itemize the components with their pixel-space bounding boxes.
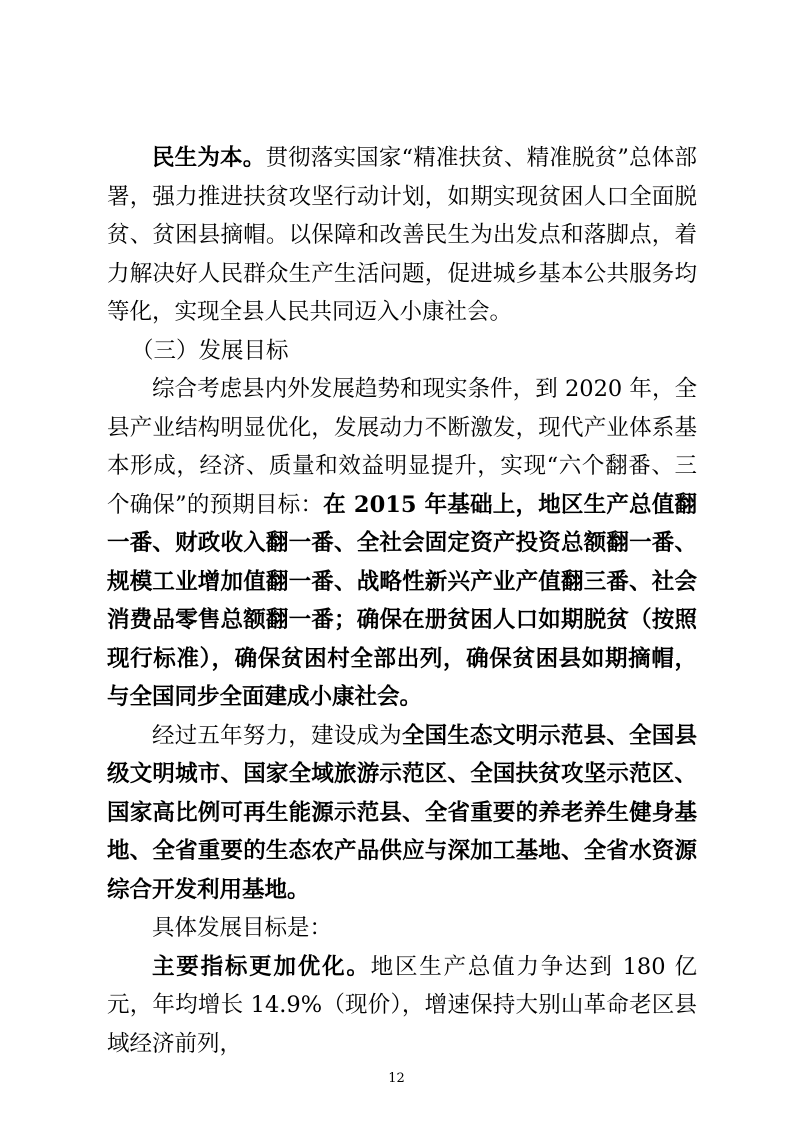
paragraph-text: 经过五年努力，建设成为 [152, 722, 402, 749]
paragraph-text: 地区生产总值力争达到 180 亿元，年均增长 14.9%（现价），增速保持大别山革命老区县域经济前列， [107, 953, 697, 1057]
paragraph-text: 综合考虑县内外发展趋势和现实条件，到 2020 年，全县产业结构明显优化，发展动力不断激发，现代产业体系基本形成，经济、质量和效益明显提升，实现“六个翻番、三个确保”的预期目标： [107, 376, 697, 518]
document-body [107, 139, 697, 1063]
paragraph-bold-text: 在 2015 年基础上，地区生产总值翻一番、财政收入翻一番、全社会固定资产投资总额翻一番、规模工业增加值翻一番、战略性新兴产业产值翻三番、社会消费品零售总额翻一番；确保在册贫困人口如期脱贫（按照现行标准），确保贫困村全部出列，确保贫困县如期摘帽，与全国同步全面建成小康社会。 [107, 491, 697, 710]
page-number: 12 [388, 1071, 405, 1086]
paragraph-text: 贯彻落实国家“精准扶贫、精准脱贫”总体部署，强力推进扶贫攻坚行动计划，如期实现贫困人口全面脱贫、贫困县摘帽。以保障和改善民生为出发点和落脚点，着力解决好人民群众生产生活问题，促进城乡基本公共服务均等化，实现全县人民共同迈入小康社会。 [107, 145, 697, 325]
paragraph-indicators [107, 948, 697, 1064]
paragraph-livelihood [107, 139, 697, 332]
paragraph-goals [107, 370, 697, 717]
paragraph-lead-bold: 主要指标更加优化。 [152, 953, 371, 980]
paragraph-lead-bold: 民生为本。 [152, 145, 266, 171]
paragraph-text: 具体发展目标是： [152, 915, 333, 941]
section-heading: （三）发展目标 [131, 337, 289, 364]
paragraph-five-years [107, 717, 697, 910]
paragraph-specific-goals [107, 909, 697, 948]
paragraph-bold-text: 全国生态文明示范县、全国县级文明城市、国家全域旅游示范区、全国扶贫攻坚示范区、国家高比例可再生能源示范县、全省重要的养老养生健身基地、全省重要的生态农产品供应与深加工基地、全省水资源综合开发利用基地。 [107, 722, 697, 903]
